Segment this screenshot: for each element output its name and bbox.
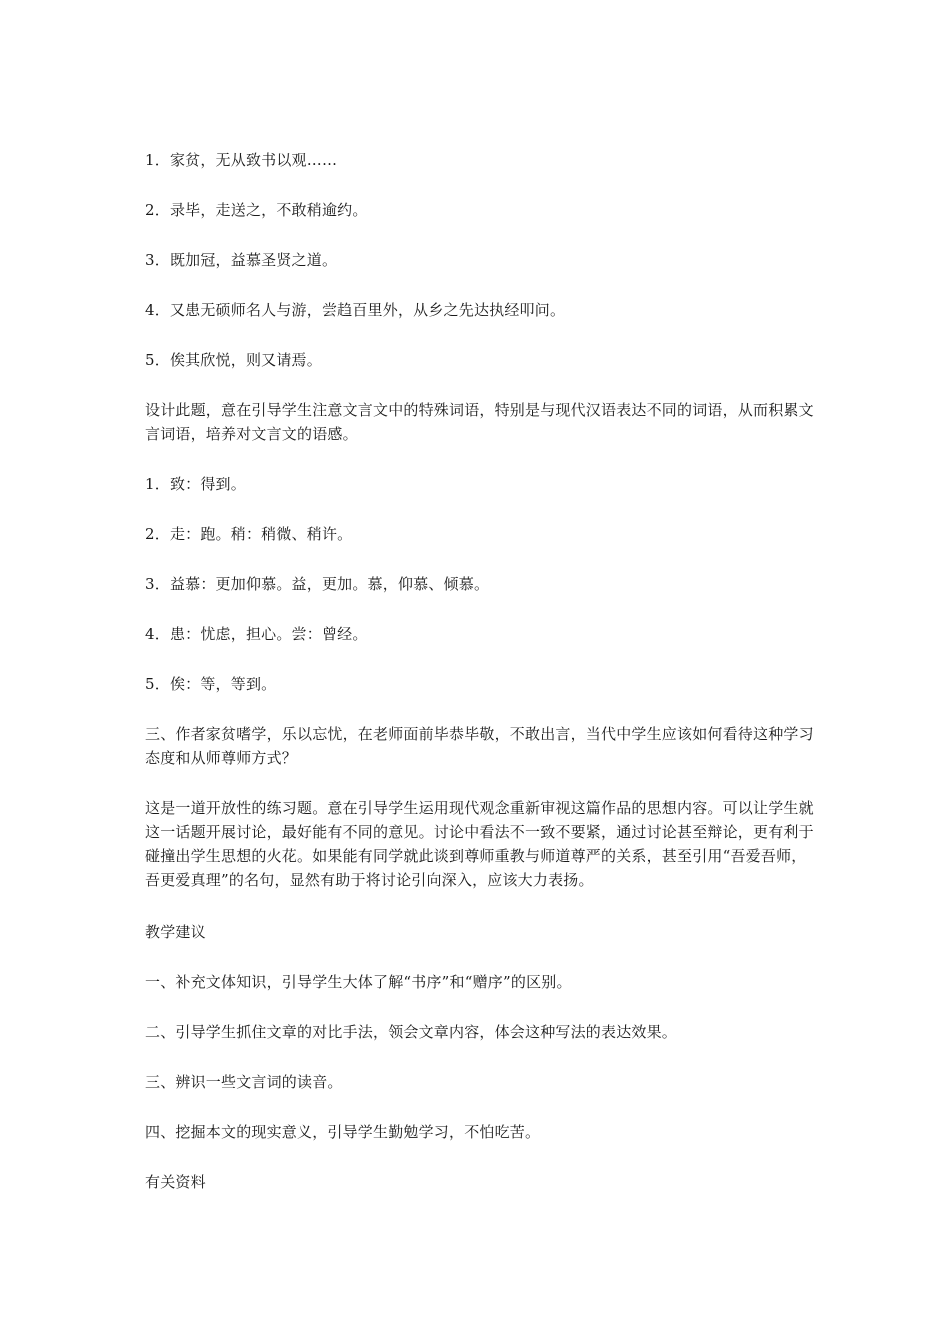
suggestion-3: 三、辨识一些文言词的读音。 bbox=[145, 1073, 343, 1091]
exercise-sentence-3: 3．既加冠，益慕圣贤之道。 bbox=[145, 251, 338, 269]
exercise-sentence-4: 4．又患无硕师名人与游，尝趋百里外，从乡之先达执经叩问。 bbox=[145, 301, 566, 319]
question-three: 三、作者家贫嗜学，乐以忘忧，在老师面前毕恭毕敬，不敢出言，当代中学生应该如何看待这种学习态度和从师尊师方式？ bbox=[145, 725, 814, 767]
suggestion-4: 四、挖掘本文的现实意义，引导学生勤勉学习，不怕吃苦。 bbox=[145, 1123, 541, 1141]
answer-1: 1．致：得到。 bbox=[145, 475, 246, 493]
design-note-paragraph: 设计此题，意在引导学生注意文言文中的特殊词语，特别是与现代汉语表达不同的词语，从而积累文言词语，培养对文言文的语感。 bbox=[145, 401, 814, 443]
exercise-sentence-2: 2．录毕，走送之，不敢稍逾约。 bbox=[145, 201, 368, 219]
suggestion-2: 二、引导学生抓住文章的对比手法，领会文章内容，体会这种写法的表达效果。 bbox=[145, 1023, 678, 1041]
question-three-discussion: 这是一道开放性的练习题。意在引导学生运用现代观念重新审视这篇作品的思想内容。可以让学生就这一话题开展讨论，最好能有不同的意见。讨论中看法不一致不要紧，通过讨论甚至辩论，更有利于碰撞出学生思想的火花。如果能有同学就此谈到尊师重教与师道尊严的关系，甚至引用“吾爱吾师，吾更爱真理”的名句，显然有助于将讨论引向深入，应该大力表扬。 bbox=[145, 799, 814, 889]
suggestion-1: 一、补充文体知识，引导学生大体了解“书序”和“赠序”的区别。 bbox=[145, 973, 572, 991]
exercise-sentence-1: 1．家贫，无从致书以观…… bbox=[145, 151, 338, 169]
answer-3: 3．益慕：更加仰慕。益，更加。慕，仰慕、倾慕。 bbox=[145, 575, 490, 593]
answer-5: 5．俟：等，等到。 bbox=[145, 675, 277, 693]
section-heading-related-materials: 有关资料 bbox=[145, 1173, 206, 1191]
answer-2: 2．走：跑。稍：稍微、稍许。 bbox=[145, 525, 353, 543]
exercise-sentence-5: 5．俟其欣悦，则又请焉。 bbox=[145, 351, 322, 369]
section-heading-teaching-suggestions: 教学建议 bbox=[145, 923, 206, 941]
answer-4: 4．患：忧虑，担心。尝：曾经。 bbox=[145, 625, 368, 643]
